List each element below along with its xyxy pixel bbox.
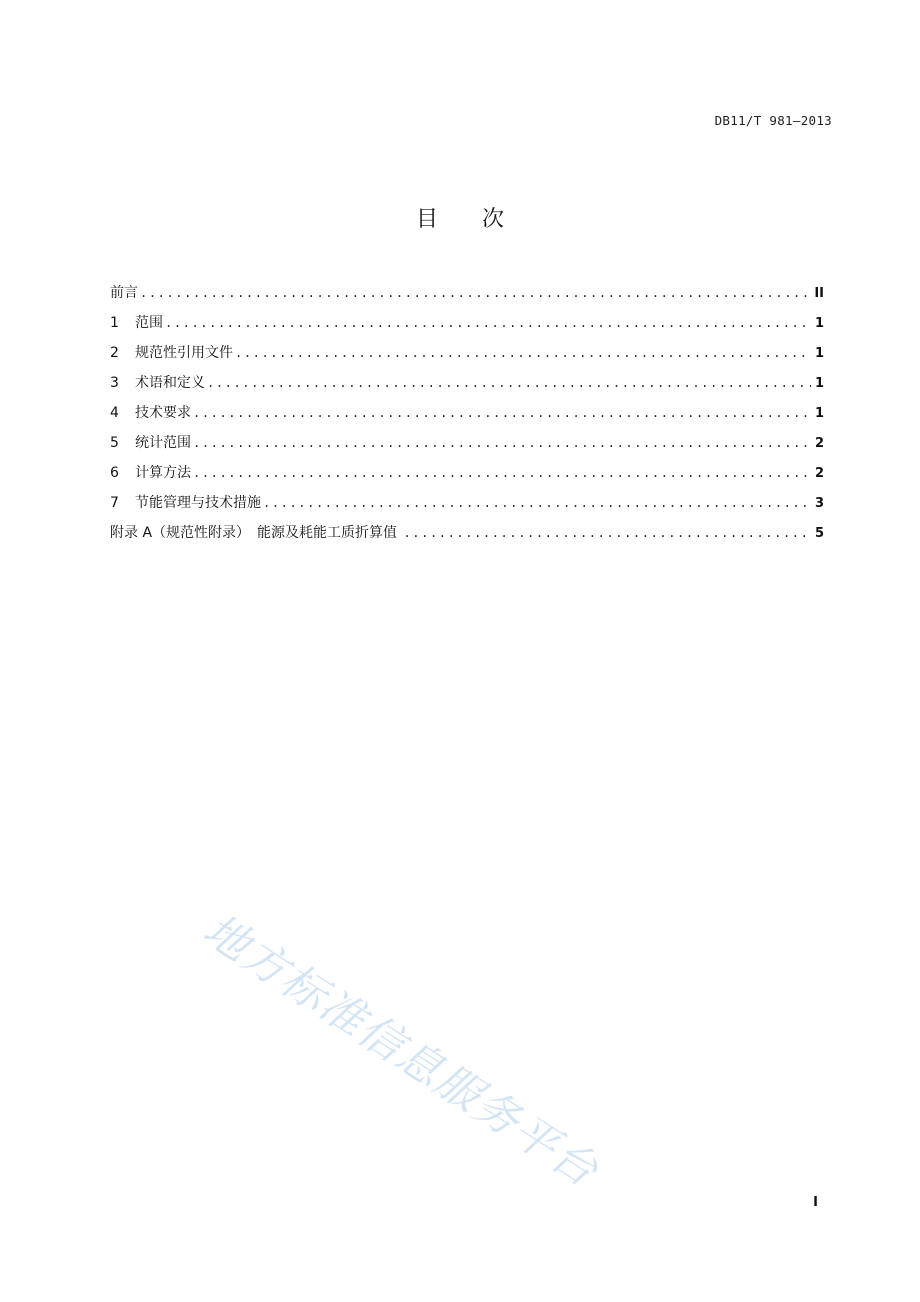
toc-leader-dots xyxy=(193,428,811,458)
standard-code: DB11/T 981—2013 xyxy=(714,113,832,128)
toc-entry-page: II xyxy=(814,286,824,301)
toc-title-char-1: 目 xyxy=(415,207,438,232)
page-number: I xyxy=(813,1195,818,1210)
toc-entry-calculation-method[interactable] xyxy=(110,458,824,488)
toc-entry-label: 规范性引用文件 xyxy=(135,345,233,361)
toc-entry-label: 节能管理与技术措施 xyxy=(135,495,261,511)
toc-leader-dots xyxy=(207,368,811,398)
toc-entry-label: 前言 xyxy=(110,285,138,301)
toc-entry-technical-requirements[interactable] xyxy=(110,398,824,428)
toc-entry-number: 3 xyxy=(110,375,119,391)
toc-title xyxy=(0,202,920,233)
toc-entry-label: 附录 A（规范性附录） 能源及耗能工质折算值 xyxy=(110,525,402,541)
toc-entry-page: 2 xyxy=(814,436,824,451)
toc-entry-page: 5 xyxy=(814,526,824,541)
toc-entry-terms-definitions[interactable] xyxy=(110,368,824,398)
toc-entry-normative-references[interactable] xyxy=(110,338,824,368)
toc-entry-label: 范围 xyxy=(135,315,163,331)
toc-entry-page: 1 xyxy=(814,406,824,421)
toc-entry-number: 5 xyxy=(110,435,119,451)
toc-entry-foreword[interactable] xyxy=(110,278,824,308)
toc-leader-dots xyxy=(235,338,811,368)
toc-entry-number: 1 xyxy=(110,315,119,331)
toc-entry-number: 7 xyxy=(110,495,119,511)
watermark: 地方标准信息服务平台 xyxy=(194,904,608,1198)
toc-title-char-2: 次 xyxy=(482,207,505,232)
toc-leader-dots xyxy=(193,398,811,428)
toc-entry-label: 统计范围 xyxy=(135,435,191,451)
toc-entry-page: 1 xyxy=(814,346,824,361)
toc-entry-number: 2 xyxy=(110,345,119,361)
toc-entry-appendix-a[interactable] xyxy=(110,518,824,548)
toc-leader-dots xyxy=(165,308,811,338)
toc-entry-label: 术语和定义 xyxy=(135,375,205,391)
toc-entry-page: 1 xyxy=(814,316,824,331)
toc-entry-scope[interactable] xyxy=(110,308,824,338)
toc-entry-label: 计算方法 xyxy=(135,465,191,481)
toc-entry-number: 6 xyxy=(110,465,119,481)
toc-entry-statistical-scope[interactable] xyxy=(110,428,824,458)
toc-leader-dots xyxy=(193,458,811,488)
toc-entry-page: 2 xyxy=(814,466,824,481)
toc-entry-page: 3 xyxy=(814,496,824,511)
toc-entry-label: 技术要求 xyxy=(135,405,191,421)
toc-entry-energy-management[interactable] xyxy=(110,488,824,518)
toc-entry-number: 4 xyxy=(110,405,119,421)
toc-leader-dots xyxy=(140,278,810,308)
table-of-contents xyxy=(110,278,824,548)
toc-leader-dots xyxy=(263,488,811,518)
toc-leader-dots xyxy=(403,518,810,548)
toc-entry-page: 1 xyxy=(814,376,824,391)
